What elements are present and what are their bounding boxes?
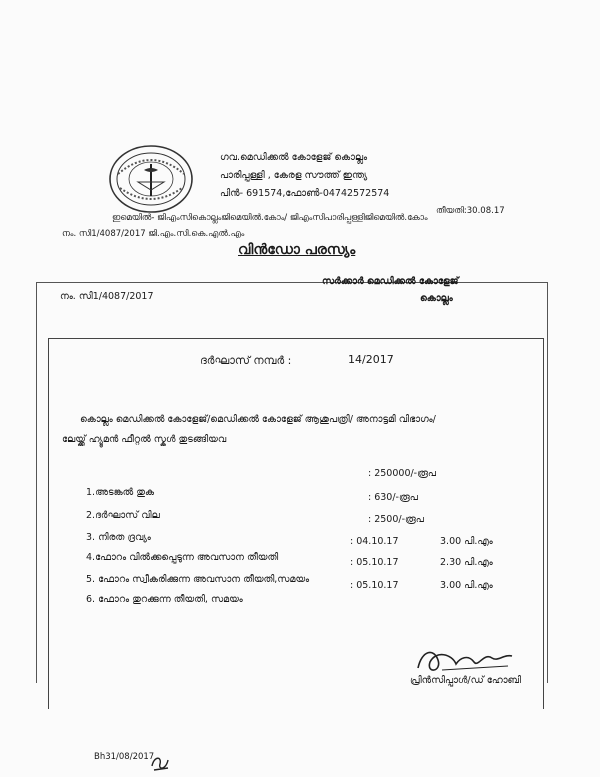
item-label: 6. ഫോറം തുറക്കുന്ന തീയതി, സമയം bbox=[86, 594, 243, 605]
subject-line-1: കൊല്ലം മെഡിക്കൽ കോളേജ്/മെഡിക്കൽ കോളേജ് ആശുപത്രി/ അനാട്ടമി വിഭാഗം/ bbox=[80, 414, 436, 425]
item-value: : 630/-രൂപ bbox=[368, 492, 418, 503]
footer-code: Bh31/08/2017 bbox=[94, 752, 155, 762]
subject-line-2: ലേയ്ക്ക് ഹ്യൂമൻ ഫീറ്റൽ സ്കൾ തുടങ്ങിയവ bbox=[62, 434, 227, 445]
signatory-designation: പ്രിൻസിപ്പാൾ/ഡ് ഹോബി bbox=[410, 675, 522, 686]
item-label: 2.ദർഘാസ് വില bbox=[86, 510, 160, 521]
item-time: 3.00 പി.എം bbox=[440, 580, 493, 591]
item-label: 4.ഫോറം വിൽക്കപ്പെടുന്ന അവസാന തീയതി bbox=[86, 552, 279, 563]
footer-initials bbox=[148, 752, 172, 774]
pin-phone: പിൻ- 691574,ഫോൺ-04742572574 bbox=[220, 188, 390, 199]
item-time: 3.00 പി.എം bbox=[440, 536, 493, 547]
authority-line-1: സർക്കാർ മെഡിക്കൽ കോളേജ് bbox=[322, 276, 459, 287]
item-value: : 05.10.17 bbox=[350, 580, 399, 591]
quotation-number-value: 14/2017 bbox=[348, 353, 394, 366]
box-ref-number: നം. സി1/4087/2017 bbox=[60, 291, 154, 302]
item-label: 3. നിരത ദ്രവ്യം bbox=[86, 532, 151, 543]
authority-line-2: കൊല്ലം bbox=[420, 293, 453, 304]
item-label: 1.അടങ്കൽ തുക bbox=[86, 487, 155, 498]
quotation-number-label: ദർഘാസ് നമ്പർ : bbox=[200, 354, 292, 367]
principal-signature bbox=[412, 640, 522, 680]
header-date: തീയതി:30.08.17 bbox=[436, 206, 505, 216]
college-address: പാരിപ്പള്ളി , കേരള സൗത്ത് ഇന്ത്യ bbox=[220, 170, 368, 181]
item-label: 5. ഫോറം സ്വീകരിക്കുന്ന അവസാന തീയതി,സമയം bbox=[86, 574, 310, 585]
page-title: വിൻഡോ പരസ്യം bbox=[238, 242, 356, 258]
item-value: : 05.10.17 bbox=[350, 557, 399, 568]
item-time: 2.30 പി.എം bbox=[440, 557, 493, 568]
item-value: : 2500/-രൂപ bbox=[368, 514, 424, 525]
item-value: : 04.10.17 bbox=[350, 536, 399, 547]
college-name: ഗവ.മെഡിക്കൽ കോളേജ് കൊല്ലം bbox=[220, 152, 368, 163]
header-ref-number: നം. സി1/4087/2017 ജി.എം.സി.കെ.എൽ.എം bbox=[62, 229, 245, 239]
estimate-value: : 250000/-രൂപ bbox=[368, 468, 436, 479]
college-seal-logo bbox=[108, 144, 194, 214]
email-line: ഇമെയിൽ- ജിഎംസികൊല്ലംജിമെയിൽ.കോം/ ജിഎംസിപാരിപ്പള്ളിജിമെയിൽ.കോം bbox=[112, 213, 428, 223]
